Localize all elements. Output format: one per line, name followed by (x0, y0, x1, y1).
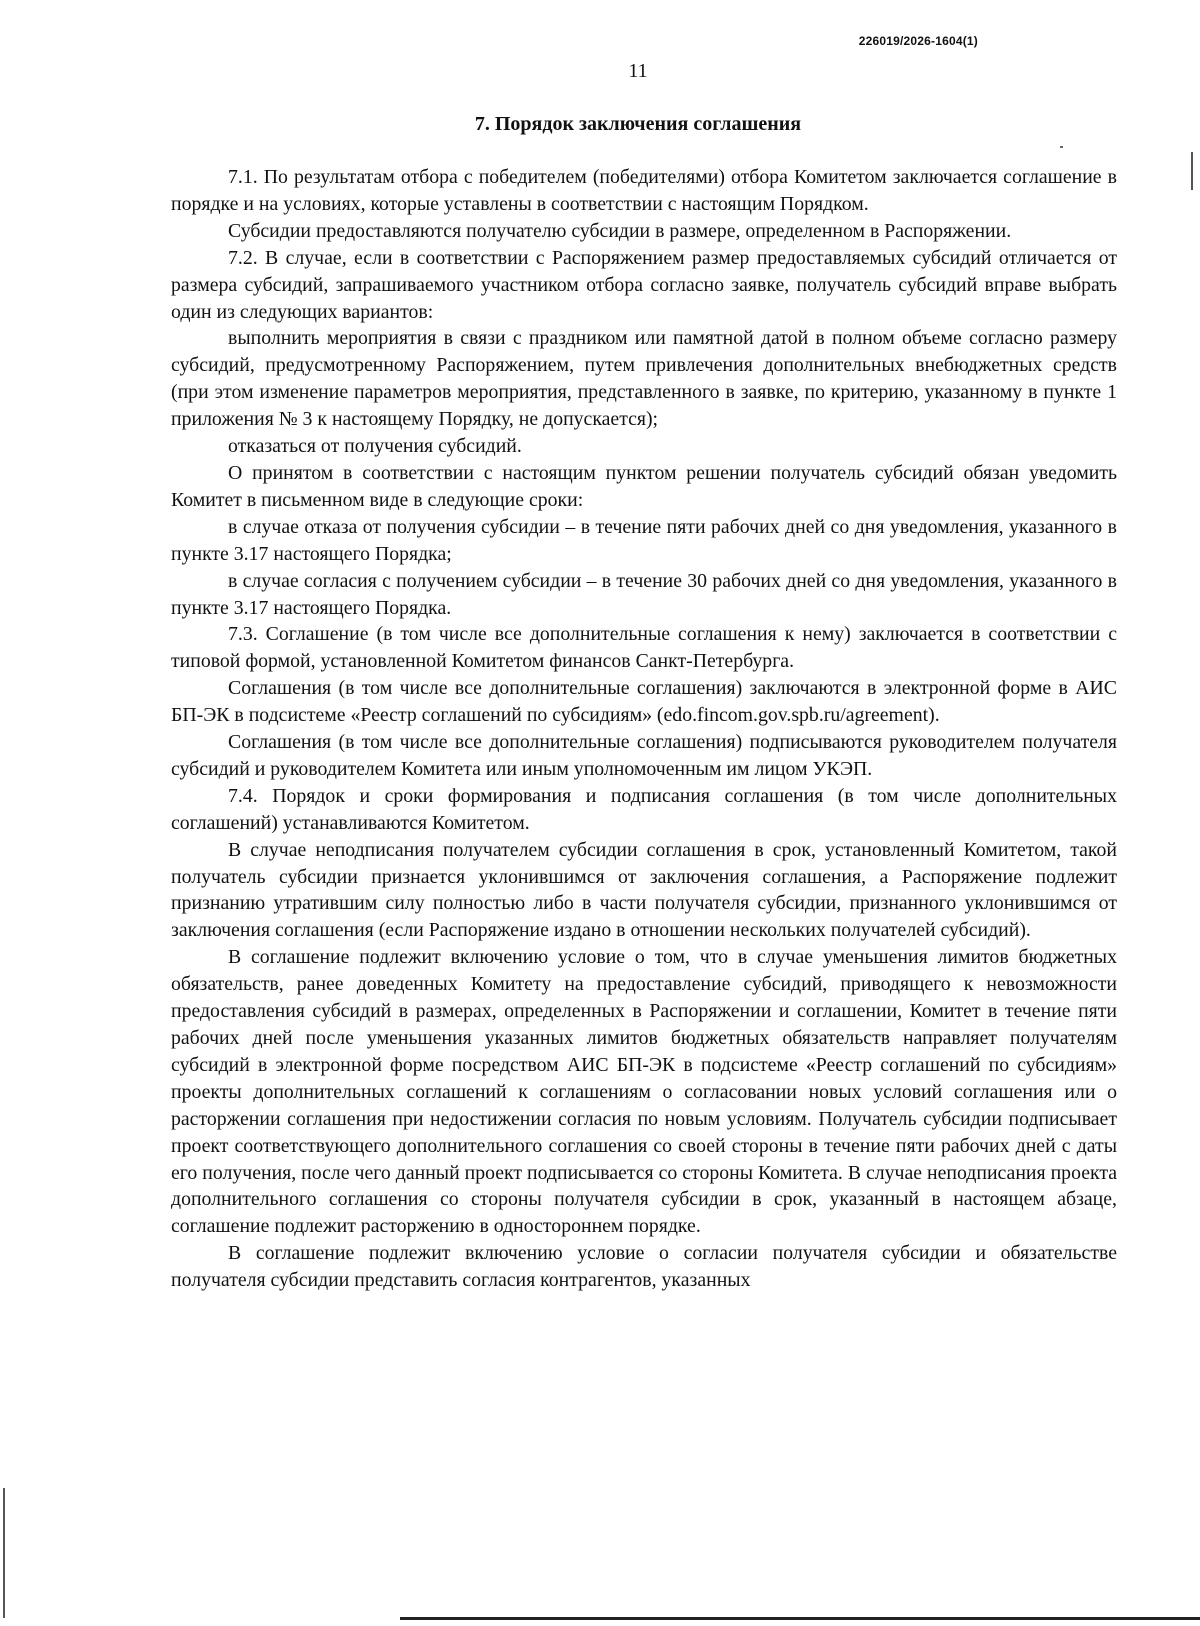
paragraph-notification: О принятом в соответствии с настоящим пунктом решении получатель субсидий обязан уведомить Комитет в письменном виде в следующие сроки: (171, 461, 1117, 511)
paragraph-limit-reduction: В соглашение подлежит включению условие о том, что в случае уменьшения лимитов бюджетных обязательств, ранее доведенных Комитету на предоставление субсидий, приводящего к невозможности предоставления субсидий в размерах, определенных в Распоряжении и соглашении, Комитет в течение пяти рабочих дней после уменьшения указанных лимитов бюджетных обязательств направляет получателям субсидий в электронной форме посредством АИС БП-ЭК в подсистеме «Реестр соглашений по субсидиям» проекты дополнительных соглашений к соглашениям о согласовании новых условий соглашения или о расторжении соглашения при недостижении согласия по новым условиям. Получатель субсидии подписывает проект соответствующего дополнительного соглашения со своей стороны в течение пяти рабочих дней с даты его получения, после чего данный проект подписывается со стороны Комитета. В случае неподписания проекта дополнительного соглашения со стороны получателя субсидии в срок, указанный в настоящем абзаце, соглашение подлежит расторжению в одностороннем порядке. (171, 946, 1117, 1238)
section-title: 7. Порядок заключения соглашения (474, 113, 802, 135)
paragraph-7-1: 7.1. По результатам отбора с победителем (победителями) отбора Комитетом заключается соглашение в порядке и на условиях, которые уставлены в соответствии с настоящим Порядком. (171, 166, 1117, 215)
document-registration-number: 226019/2026-1604(1) (858, 34, 978, 48)
scan-edge-mark-right (1191, 152, 1193, 190)
paragraph-option-full-volume: выполнить мероприятия в связи с праздником или памятной датой в полном объеме согласно размеру субсидий, предусмотренному Распоряжением, путем привлечения дополнительных внебюджетных средств (при этом изменение параметров мероприятия, представленного в заявке, по критерию, указанному в пункте 1 приложения № 3 к настоящему Порядку, не допускается); (171, 327, 1117, 431)
page-number: 11 (628, 60, 648, 82)
paragraph-non-signing: В случае неподписания получателем субсидии соглашения в срок, установленный Комитетом, такой получатель субсидии признается уклонившимся от заключения соглашения, а Распоряжение подлежит признанию утратившим силу полностью либо в части получателя субсидии, признанного уклонившимся от заключения соглашения (если Распоряжение издано в отношении нескольких получателей субсидий). (171, 838, 1117, 942)
paragraph-7-3: 7.3. Соглашение (в том числе все дополнительные соглашения к нему) заключается в соответствии с типовой формой, установленной Комитетом финансов Санкт-Петербурга. (171, 623, 1117, 673)
paragraph-consent-term: в случае согласия с получением субсидии – в течение 30 рабочих дней со дня уведомления, указанного в пункте 3.17 настоящего Порядка. (171, 569, 1117, 619)
scan-bottom-edge (400, 1617, 1200, 1620)
paragraph-electronic-form: Соглашения (в том числе все дополнительные соглашения) заключаются в электронной форме в АИС БП-ЭК в подсистеме «Реестр соглашений по субсидиям» (edo.fincom.gov.spb.ru/agreement). (171, 677, 1117, 727)
scan-edge-mark-left (3, 1488, 5, 1618)
scan-speck (1060, 146, 1063, 148)
paragraph-contractor-consent: В соглашение подлежит включению условие о согласии получателя субсидии и обязательстве получателя субсидии представить согласия контрагентов, указанных (171, 1242, 1117, 1292)
paragraph-7-4: 7.4. Порядок и сроки формирования и подписания соглашения (в том числе дополнительных соглашений) устанавливаются Комитетом. (171, 784, 1117, 834)
paragraph-signing: Соглашения (в том числе все дополнительные соглашения) подписываются руководителем получателя субсидий и руководителем Комитета или иным уполномоченным им лицом УКЭП. (171, 731, 1117, 780)
paragraph-subsidy-amount: Субсидии предоставляются получателю субсидии в размере, определенном в Распоряжении. (228, 219, 1012, 242)
paragraph-7-2: 7.2. В случае, если в соответствии с Распоряжением размер предоставляемых субсидий отличается от размера субсидий, запрашиваемого участником отбора согласно заявке, получатель субсидий вправе выбрать один из следующих вариантов: (171, 246, 1117, 323)
document-body (171, 164, 1117, 1294)
paragraph-option-refuse: отказаться от получения субсидий. (228, 435, 522, 458)
paragraph-refusal-term: в случае отказа от получения субсидии – в течение пяти рабочих дней со дня уведомления, указанного в пункте 3.17 настоящего Порядка; (171, 515, 1117, 565)
